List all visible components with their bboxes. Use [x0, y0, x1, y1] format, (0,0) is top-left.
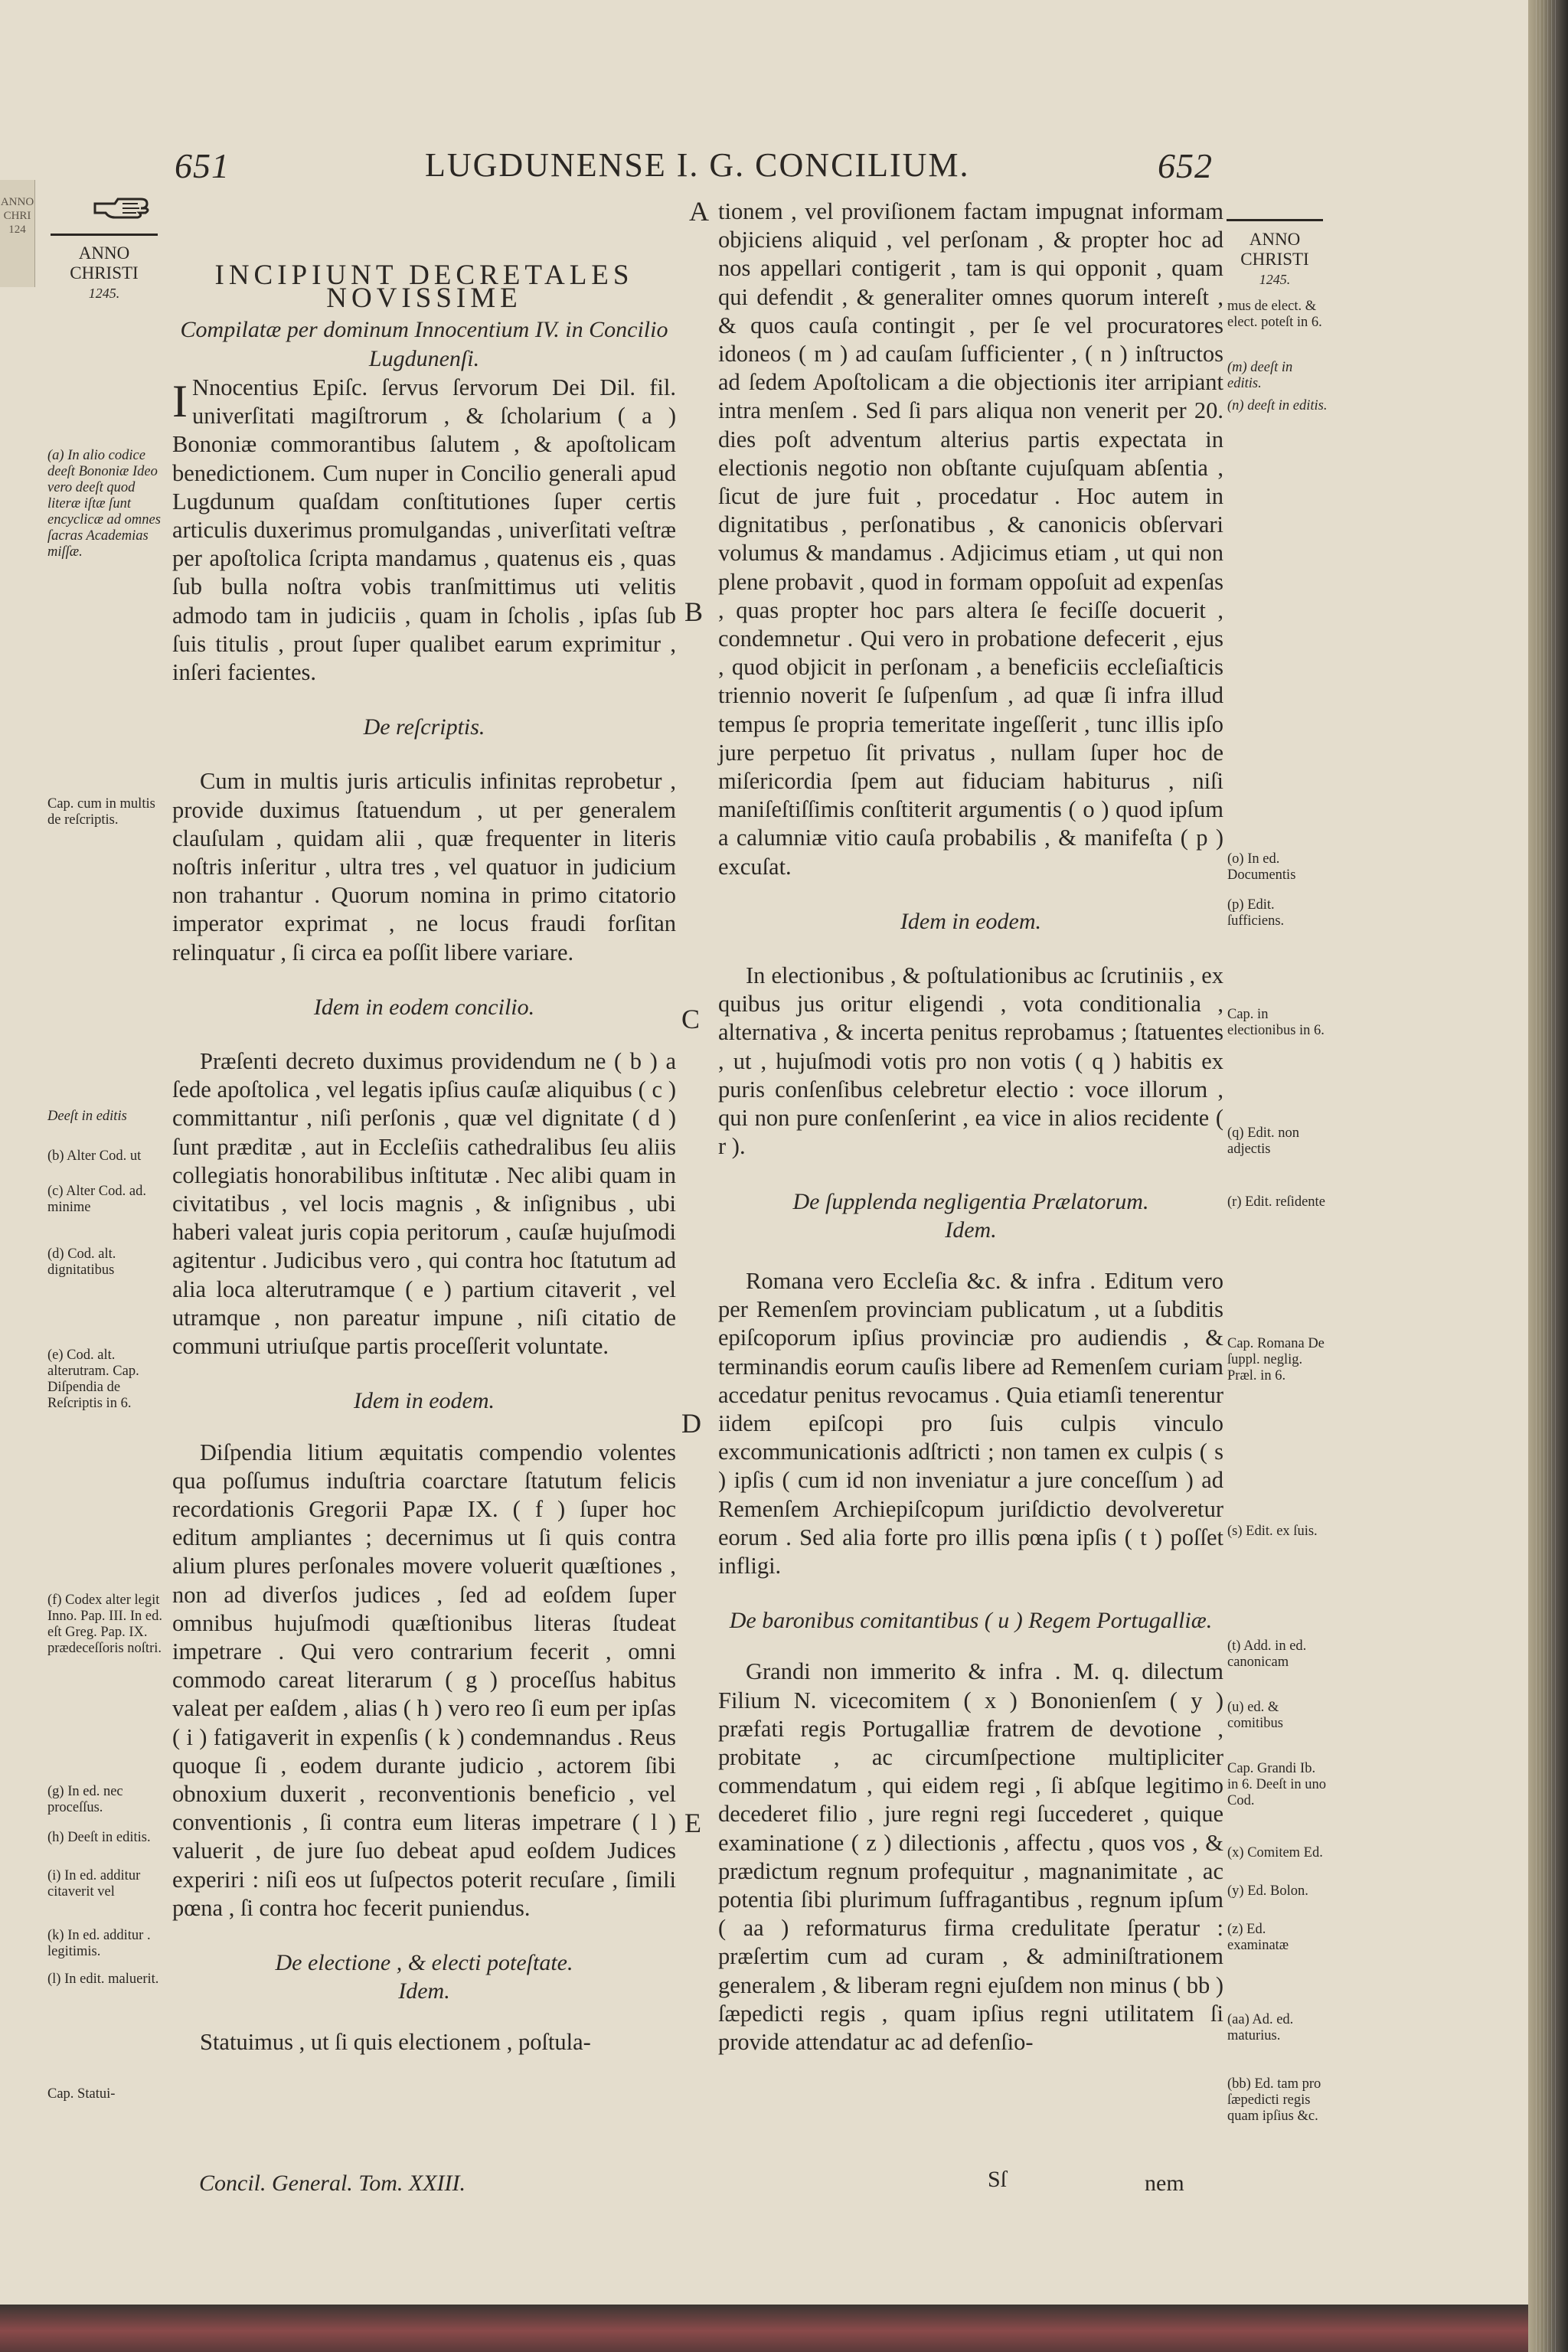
margin-note-left: (c) Alter Cod. ad. minime — [47, 1184, 146, 1215]
margin-note-right: (aa) Ad. ed. maturius. — [1227, 2012, 1294, 2043]
page-edges-texture — [1536, 0, 1557, 2352]
section-letter-a: A — [689, 196, 709, 227]
margin-note-right: (r) Edit. reſidente — [1227, 1194, 1325, 1210]
paragraph-in-electionibus: In electionibus , & poſtulationibus ac ſcrutiniis , ex quibus jus oritur eligendi , vota conditionalia , alternativa , & incerta penitus reprobamus ; ſtatuentes , ut , hujuſmodi votis pro non votis ( q ) habitis ex puris conſenſibus celebretur electio : voce illorum , qui non pure conſenſerint , ea vice in alios recidente ( r ). — [718, 962, 1223, 1160]
margin-note-right: (o) In ed. Documentis — [1227, 851, 1296, 883]
margin-note-left: (g) In ed. nec proceſſus. — [47, 1784, 123, 1815]
margin-note-left: (a) In alio codice deeſt Bononiæ Ideo vero deeſt quod literæ iſtæ ſunt encyclicæ ad omnes ſacras Academias miſſæ. — [47, 448, 161, 560]
anno-christi-right — [1225, 230, 1325, 289]
signature-mark: Sſ — [988, 2167, 1008, 2192]
margin-note-left: (h) Deeſt in editis. — [47, 1830, 151, 1845]
section-letter-e: E — [684, 1808, 701, 1838]
margin-note-right: (q) Edit. non adjectis — [1227, 1125, 1300, 1157]
paragraph-praesenti: Præſenti decreto duximus providendum ne ( b ) a ſede apoſtolica , vel legatis ipſius cauſæ aliquibus ( c ) committantur , niſi perſonis , quæ vel dignitate ( d ) ſunt præditæ , aut in Eccleſiis cathedralibus ſeu aliis collegiatis honorabilibus inſtitutæ . Nec alibi quam in civitatibus , vel locis magnis , & inſignibus , ubi haberi valeat juris copia peritorum , cauſæ hujuſmodi agitentur . Judicibus vero , qui contra hoc ſtatutum ad alia loca alterutramque ( e ) partium citaverit , vel utramque , non pareatur impune , niſi citatio de communi utriuſque partis proceſſerit voluntate. — [172, 1048, 676, 1360]
decretals-title-line2: NOVISSIME — [326, 283, 522, 314]
edge-tab — [0, 180, 35, 287]
decretals-title-line1: INCIPIUNT DECRETALES — [214, 260, 634, 291]
anno-label: ANNO — [78, 243, 130, 263]
margin-note-left: (e) Cod. alt. alterutram. Cap. Diſpendia de Reſcriptis in 6. — [47, 1348, 139, 1411]
heading-de-rescriptis: De reſcriptis. — [363, 714, 485, 740]
margin-note-right: (x) Comitem Ed. — [1227, 1845, 1323, 1860]
intro-text: Nnocentius Epiſc. ſervus ſervorum Dei Dil. fil. univerſitati magiſtrorum , & ſcholarium ( a ) Bononiæ commorantibus ſalutem , & apoſtolicam benedictionem. Cum nuper in Concilio generali apud Lugdunum quaſdam conſtitutiones ſuper certis articulis duxerimus promulgandas , univerſitati veſtræ per apoſtolica ſcripta mandamus , quatenus eis , quas ſub bulla noſtra vobis tranſmittimus uti velitis admodo tam in judiciis , quam in ſcholis , ipſas ſub ſuis titulis , prout ſuper qualibet earum exprimitur , inſeri facientes. — [172, 374, 676, 686]
paragraph-continuation: tionem , vel proviſionem factam impugnat informam objiciens aliquid , vel perſonam , & propter hoc ad nos appellari contigerit , tam is qui opponit , quam qui defendit , & generaliter omnes quorum intereſt , & quos cauſa contingit , per ſe vel procuratores idoneos ( m ) ad cauſam ſufficienter , ( n ) inſtructos ad ſedem Apoſtolicam a die objectionis iter arripiant intra menſem . Sed ſi pars aliqua non venerit per 20. dies poſt adventum alterius partis expectata in electionis negotio non obſtante cujuſquam abſentia , ſicut de jure fuit , procedatur . Hoc autem in dignitatibus , perſonatibus , & canonicis obſervari volumus & mandamus . Adjicimus etiam , ut qui non plene probavit , quod in formam oppoſuit ad expenſas , quas propter hoc pars altera ſe feciſſe docuerit , condemnetur . Qui vero in probatione defecerit , ejus , quod objicit in perſonam , a beneficiis eccleſiaſticis triennio noverit ſe ſuſpenſum , ad quæ ſi infra illud tempus ſe propria temeritate ingeſſerit , tunc illis ipſo jure perpetuo ſit privatus , nullam ſuper hoc de miſericordia ſpem aut fiduciam habiturus , niſi maniſeſtiſſimis conſtiterit argumentis ( o ) quod ipſum a calumniæ vitio cauſa probabilis , & manifeſta ( p ) excuſat. — [718, 198, 1223, 880]
margin-note-right: Cap. in electionibus in 6. — [1227, 1007, 1325, 1038]
right-text-column — [718, 198, 1223, 2056]
section-letter-c: C — [681, 1004, 701, 1034]
margin-note-right: (n) deeſt in editis. — [1227, 398, 1328, 413]
edge-tab-line: CHRI — [3, 210, 31, 222]
decretals-subtitle: Compilatæ per dominum Innocentium IV. in Concilio Lugdunenſi. — [180, 317, 668, 371]
heading-idem-in-eodem-concilio: Idem in eodem concilio. — [313, 994, 535, 1020]
margin-note-left: Cap. cum in multis de reſcriptis. — [47, 796, 155, 828]
margin-note-right: (bb) Ed. tam pro ſæpedicti regis quam ipſius &c. — [1227, 2076, 1321, 2124]
paragraph-grandi: Grandi non immerito & infra . M. q. dilectum Filium N. vicecomitem ( x ) Bononienſem ( y ) præfati regis Portugalliæ fratrem de devotione , probitate , ac circumſpectione multipliciter commendatum , qui eidem regi , ſi abſque legitimo decederet filio , jure regni regi ſuccederet , quique examinatione ( z ) dilectionis , affectu , quos vos , & prædictum regnum profequitur , magnanimitate , ac potentia ſibi plurimum ſuffragantibus , regnum ipſum ( aa ) reformaturus firma credulitate ſperatur : præſertim cum ad curam , & adminiſtrationem generalem , & liberam regni ejuſdem non minus ( bb ) ſæpedicti regis , quam ipſius regni utilitatem ſi provide attendatur ac ad defenſio- — [718, 1658, 1223, 2055]
heading-idem-in-eodem: Idem in eodem. — [353, 1388, 495, 1414]
drop-cap: I — [172, 376, 188, 426]
paragraph-romana-vero: Romana vero Eccleſia &c. & infra . Editum vero per Remenſem provinciam publicatum , ut a ſubditis epiſcoporum ipſius provinciæ pro audiendis , & terminandis eorum cauſis libere ad Remenſem curiam accedatur penitus revocamus . Quia etiamſi tenerentur iidem epiſcopi pro ſuis culpis vinculo excommunicationis adſtricti ; non tamen ex culpis ( s ) ipſis ( cum id non inveniatur a jure conceſſum ) ad Remenſem Archiepiſcopum juriſdictio devolveretur eorum . Sed alia forte pro illis pœna ipſis ( t ) poſſet infligi. — [718, 1267, 1223, 1579]
paragraph-dispendia: Diſpendia litium æquitatis compendio volentes qua poſſumus induſtria coarctare ſtatutum felicis recordationis Gregorii Papæ IX. ( f ) ſuper hoc editum ampliantes ; decernimus ut ſi quis contra alium plures perſonales movere voluerit quæſtiones , non ad diverſos judices , ſed ad eoſdem ſuper omnibus hujuſmodi quæſtionibus literas ſtudeat impetrare . Qui vero contrarium fecerit , omni commodo careat literarum ( g ) proceſſus habitus valeat per eaſdem , alias ( h ) vero reo ſi eum per ipſas ( i ) fatigaverit in expenſis ( k ) condemnandus . Reus quoque ſi , eodem durante judicio , actorem ſibi obnoxium duxerit , reconventionis beneficio , vel conventionis , ſi contra eum literas impetrare ( l ) valuerit , de jure ſuo debeat apud eoſdem Judices experiri : niſi eos ut ſuſpectos poterit recuſare , ſimili pœna , ſi contra hoc fecerit puniendus. — [172, 1439, 676, 1921]
edge-tab-line: ANNO — [0, 196, 34, 208]
anno-rule-right — [1227, 219, 1323, 221]
intro-paragraph — [172, 374, 676, 687]
margin-note-right: (y) Ed. Bolon. — [1227, 1883, 1308, 1899]
margin-note-right: Cap. Grandi Ib. in 6. Deeſt in uno Cod. — [1227, 1761, 1326, 1808]
margin-note-left: Deeſt in editis — [47, 1109, 127, 1124]
heading-de-supplenda: De ſupplenda negligentia Prælatorum. — [792, 1188, 1149, 1214]
anno-rule-left — [51, 234, 158, 236]
margin-note-left: (k) In ed. additur . legitimis. — [47, 1928, 151, 1959]
paragraph-statuimus: Statuimus , ut ſi quis electionem , poſtula- — [200, 2029, 591, 2056]
anno-year: 1245. — [1259, 272, 1291, 287]
heading-idem-in-eodem-right: Idem in eodem. — [900, 908, 1042, 934]
section-letter-b: B — [684, 596, 704, 627]
section-letter-d: D — [681, 1408, 701, 1439]
margin-note-right: (t) Add. in ed. canonicam — [1227, 1638, 1307, 1670]
margin-note-right: Cap. Romana De ſuppl. neglig. Præl. in 6. — [1227, 1336, 1325, 1383]
column-number-left: 651 — [175, 146, 230, 185]
edge-tab-line: 124 — [8, 224, 26, 236]
heading-de-electione: De electione , & electi poteſtate. — [275, 1949, 573, 1975]
margin-note-left: (d) Cod. alt. dignitatibus — [47, 1246, 116, 1278]
paragraph-cum-in-multis: Cum in multis juris articulis infinitas reprobetur , provide duximus ſtatuendum , ut per generalem clauſulam , quidam alii , quæ frequenter in literis noſtris inſeritur , ultra tres , vel quatuor in judicium non trahantur . Quorum nomina in primo citatorio imperator exprimat , ne locus fraudi forſitan relinquatur , ſi circa ea poſſit libere variare. — [172, 768, 676, 965]
margin-note-right: (m) deeſt in editis. — [1227, 360, 1293, 391]
margin-note-left: (b) Alter Cod. ut — [47, 1148, 142, 1164]
anno-christi-left — [51, 243, 158, 303]
margin-note-left: (l) In edit. maluerit. — [47, 1971, 159, 1987]
catchword: nem — [1145, 2171, 1184, 2196]
anno-label: ANNO — [1249, 230, 1301, 249]
column-number-right: 652 — [1158, 146, 1213, 185]
anno-christi-label: CHRISTI — [70, 263, 139, 283]
heading-de-supplenda-idem: Idem. — [945, 1217, 997, 1243]
margin-note-left: (i) In ed. additur citaverit vel — [47, 1868, 141, 1900]
heading-de-baronibus: De baronibus comitantibus ( u ) Regem Portugalliæ. — [729, 1608, 1213, 1634]
margin-note-left: (f) Codex alter legit Inno. Pap. III. In ed. eſt Greg. Pap. IX. prædeceſſoris noſtri. — [47, 1592, 163, 1656]
volume-footer-text: Concil. General. Tom. XXIII. — [199, 2171, 466, 2196]
pointing-hand-icon — [92, 193, 153, 224]
margin-note-right: (u) ed. & comitibus — [1227, 1700, 1283, 1731]
heading-de-electione-idem: Idem. — [398, 1978, 450, 2004]
margin-note-right: mus de elect. & elect. poteſt in 6. — [1227, 299, 1322, 330]
margin-note-right: (z) Ed. examinatæ — [1227, 1922, 1289, 1953]
anno-christi-label: CHRISTI — [1240, 250, 1309, 269]
margin-note-right: (s) Edit. ex ſuis. — [1227, 1524, 1318, 1539]
volume-footer — [199, 2171, 466, 2197]
margin-note-right: (p) Edit. ſufficiens. — [1227, 897, 1285, 929]
running-title: LUGDUNENSE I. G. CONCILIUM. — [425, 146, 970, 184]
left-text-column — [172, 259, 676, 2057]
bottom-fabric-edge — [0, 2305, 1528, 2352]
anno-year: 1245. — [88, 286, 120, 301]
margin-note-left: Cap. Statui- — [47, 2086, 116, 2102]
